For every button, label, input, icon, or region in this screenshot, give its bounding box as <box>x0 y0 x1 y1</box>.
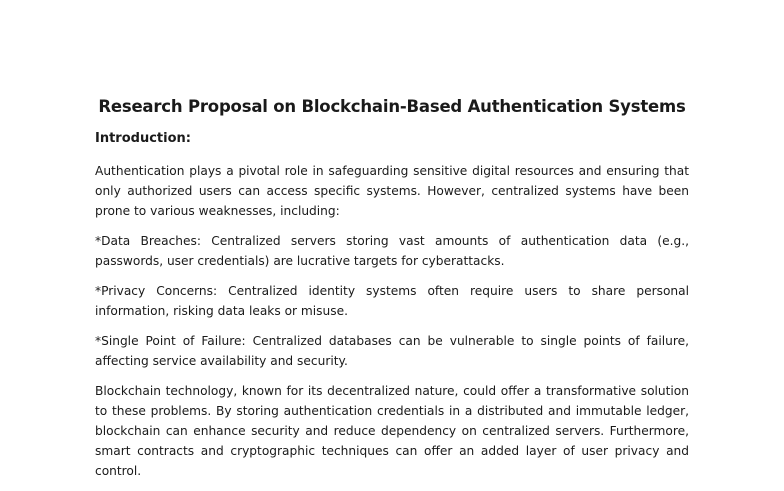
paragraph-intro: Authentication plays a pivotal role in safeguarding sensitive digital resources and ensuring that only authorized users can access specific systems. However, centralized systems have been prone to various weaknesses, including: <box>95 164 689 218</box>
paragraph-data-breaches: *Data Breaches: Centralized servers storing vast amounts of authentication data (e.g., passwords, user credentials) are lucrative targets for cyberattacks. <box>95 234 689 268</box>
paragraph-privacy-concerns: *Privacy Concerns: Centralized identity systems often require users to share personal information, risking data leaks or misuse. <box>95 284 689 318</box>
document-body <box>95 161 689 491</box>
section-heading-introduction: Introduction: <box>95 131 191 146</box>
paragraph-single-point-failure: *Single Point of Failure: Centralized databases can be vulnerable to single points of failure, affecting service availability and security. <box>95 334 689 368</box>
paragraph-blockchain-solution: Blockchain technology, known for its decentralized nature, could offer a transformative solution to these problems. By storing authentication credentials in a distributed and immutable ledger, blockchain can enhance security and reduce dependency on centralized servers. Furthermore, smart contracts and cryptographic techniques can offer an added layer of user privacy and control. <box>95 384 689 478</box>
document-title: Research Proposal on Blockchain-Based Authentication Systems <box>98 97 686 116</box>
